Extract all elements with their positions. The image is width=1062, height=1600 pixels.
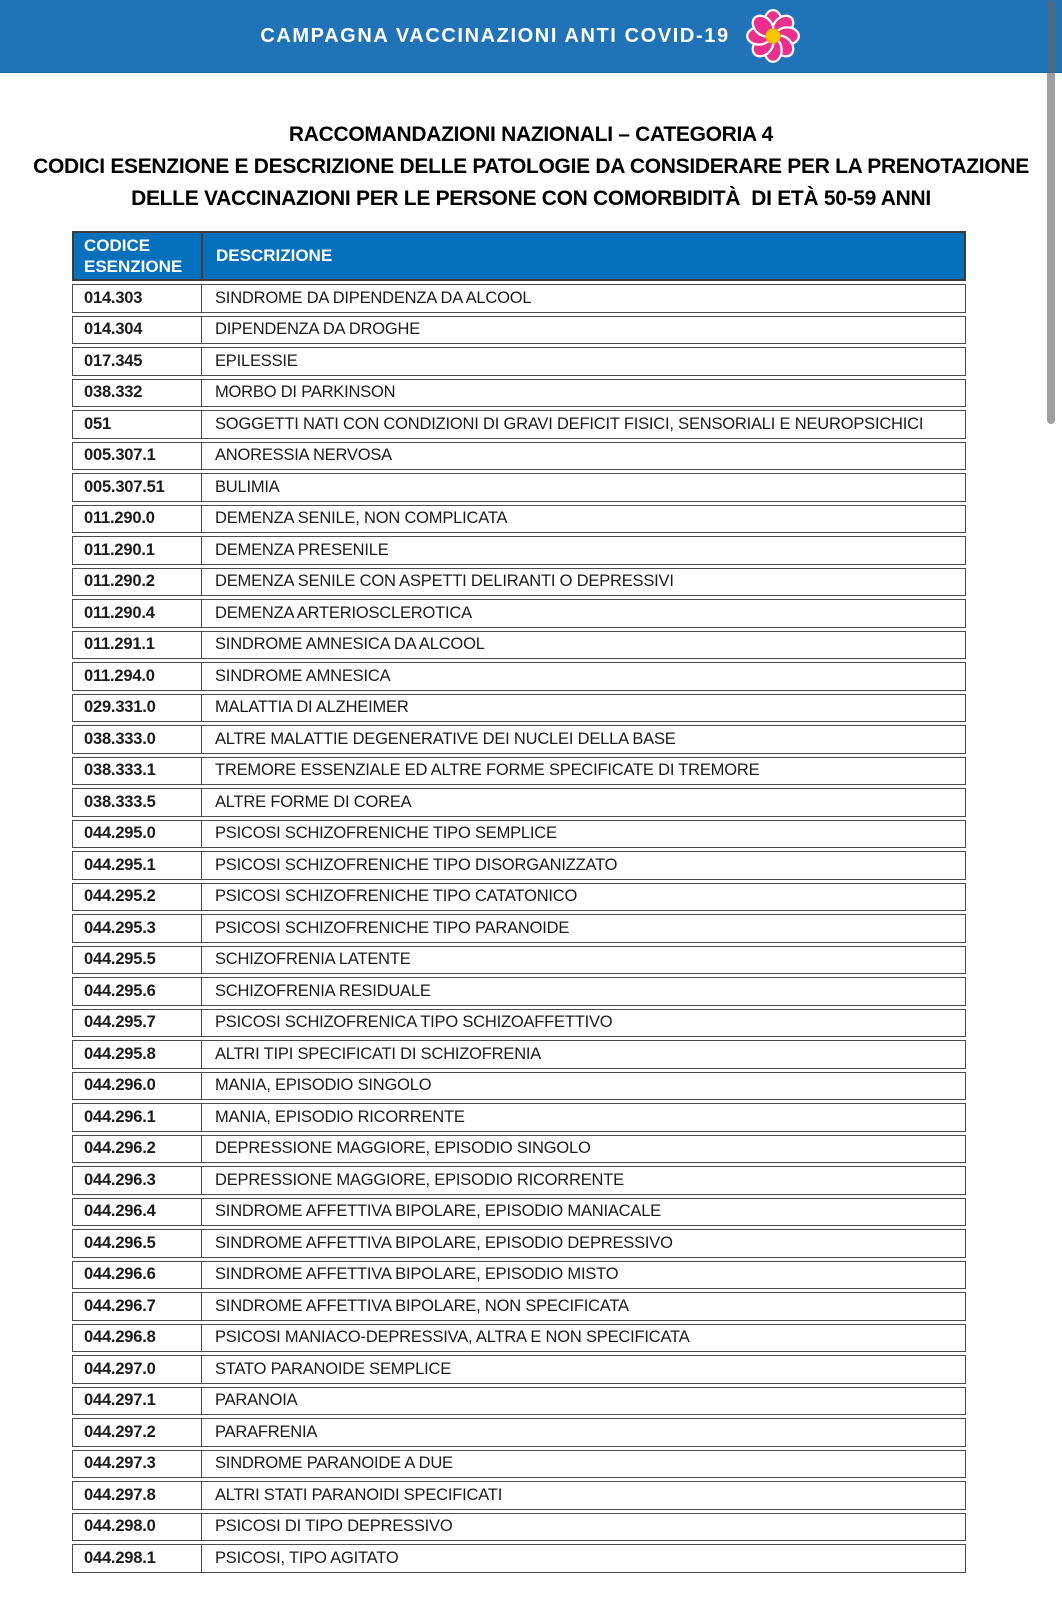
table-row: [72, 757, 966, 786]
description-cell: ALTRE FORME DI COREA: [215, 792, 412, 811]
table-row: [72, 473, 966, 502]
table-row: [72, 1450, 966, 1479]
description-cell: DEMENZA SENILE, NON COMPLICATA: [215, 509, 508, 528]
table-row: [72, 1261, 966, 1290]
table-row: [72, 410, 966, 439]
exemption-code-cell: 038.332: [73, 380, 202, 407]
description-cell: DEPRESSIONE MAGGIORE, EPISODIO SINGOLO: [215, 1139, 591, 1158]
description-cell: PSICOSI DI TIPO DEPRESSIVO: [215, 1517, 453, 1536]
table-row: [72, 599, 966, 628]
description-cell: SINDROME AFFETTIVA BIPOLARE, NON SPECIFICATA: [215, 1296, 629, 1315]
exemption-code-cell: 044.296.2: [73, 1136, 202, 1163]
title-line-1: RACCOMANDAZIONI NAZIONALI – CATEGORIA 4: [288, 123, 774, 146]
exemption-code-cell: 029.331.0: [73, 695, 202, 722]
exemption-code-cell: 044.295.5: [73, 947, 202, 974]
description-cell: ANORESSIA NERVOSA: [215, 446, 392, 465]
exemption-code-cell: 044.295.1: [73, 852, 202, 879]
exemption-code-cell: 011.290.1: [73, 537, 202, 564]
exemption-code-cell: 011.290.0: [73, 506, 202, 533]
table-row: [72, 316, 966, 345]
table-row: [72, 1513, 966, 1542]
description-cell: DEPRESSIONE MAGGIORE, EPISODIO RICORRENTE: [215, 1170, 624, 1189]
table-row: [72, 631, 966, 660]
title-line-2: CODICI ESENZIONE E DESCRIZIONE DELLE PATOLOGIE DA CONSIDERARE PER LA PRENOTAZIONE: [33, 155, 1029, 178]
description-cell: DEMENZA PRESENILE: [215, 540, 389, 559]
description-cell: MALATTIA DI ALZHEIMER: [215, 698, 409, 717]
exemption-code-cell: 014.304: [73, 317, 202, 344]
exemption-code-cell: 005.307.1: [73, 443, 202, 470]
description-cell: DIPENDENZA DA DROGHE: [215, 320, 421, 339]
campaign-title: CAMPAGNA VACCINAZIONI ANTI COVID-19: [260, 24, 730, 47]
description-cell: ALTRE MALATTIE DEGENERATIVE DEI NUCLEI DELLA BASE: [215, 729, 676, 748]
table-row: [72, 977, 966, 1006]
table-row: [72, 1324, 966, 1353]
exemption-code-cell: 044.295.3: [73, 915, 202, 942]
table-row: [72, 1387, 966, 1416]
description-cell: SINDROME AMNESICA: [215, 666, 391, 685]
table-row: [72, 347, 966, 376]
description-cell: PSICOSI MANIACO-DEPRESSIVA, ALTRA E NON SPECIFICATA: [215, 1328, 690, 1347]
table-row: [72, 568, 966, 597]
exemption-code-cell: 044.297.8: [73, 1482, 202, 1509]
table-row: [72, 1544, 966, 1573]
table-row: [72, 1229, 966, 1258]
exemption-code-cell: 038.333.5: [73, 789, 202, 816]
table-row: [72, 1166, 966, 1195]
exemption-code-cell: 044.296.0: [73, 1073, 202, 1100]
description-cell: PARANOIA: [215, 1391, 298, 1410]
table-header-row: [72, 231, 966, 281]
column-header-descrizione: DESCRIZIONE: [216, 246, 333, 265]
exemption-code-cell: 044.298.0: [73, 1514, 202, 1541]
table-row: [72, 1481, 966, 1510]
description-cell: SINDROME AMNESICA DA ALCOOL: [215, 635, 485, 654]
exemption-code-cell: 044.295.7: [73, 1010, 202, 1037]
description-cell: SINDROME AFFETTIVA BIPOLARE, EPISODIO MANIACALE: [215, 1202, 661, 1221]
description-cell: SOGGETTI NATI CON CONDIZIONI DI GRAVI DEFICIT FISICI, SENSORIALI E NEUROPSICHICI: [215, 414, 924, 433]
description-cell: BULIMIA: [215, 477, 280, 496]
exemption-code-cell: 044.296.3: [73, 1167, 202, 1194]
description-cell: ALTRI TIPI SPECIFICATI DI SCHIZOFRENIA: [215, 1044, 542, 1063]
exemption-code-cell: 005.307.51: [73, 474, 202, 501]
description-cell: PSICOSI SCHIZOFRENICHE TIPO CATATONICO: [215, 887, 578, 906]
table-row: [72, 883, 966, 912]
exemption-code-cell: 011.291.1: [73, 632, 202, 659]
description-cell: SINDROME AFFETTIVA BIPOLARE, EPISODIO DEPRESSIVO: [215, 1233, 673, 1252]
table-row: [72, 725, 966, 754]
description-cell: SINDROME AFFETTIVA BIPOLARE, EPISODIO MISTO: [215, 1265, 619, 1284]
exemption-code-cell: 044.297.1: [73, 1388, 202, 1415]
table-row: [72, 1103, 966, 1132]
table-row: [72, 946, 966, 975]
exemption-code-cell: 011.290.2: [73, 569, 202, 596]
description-cell: SCHIZOFRENIA LATENTE: [215, 950, 411, 969]
exemption-code-cell: 044.296.5: [73, 1230, 202, 1257]
table-row: [72, 820, 966, 849]
exemption-code-cell: 044.297.0: [73, 1356, 202, 1383]
table-row: [72, 1198, 966, 1227]
table-row: [72, 662, 966, 691]
table-row: [72, 1292, 966, 1321]
description-cell: PSICOSI SCHIZOFRENICA TIPO SCHIZOAFFETTIVO: [215, 1013, 613, 1032]
exemption-code-cell: 044.296.4: [73, 1199, 202, 1226]
exemption-code-cell: 044.297.3: [73, 1451, 202, 1478]
scrollbar-thumb[interactable]: [1047, 0, 1055, 424]
table-row: [72, 694, 966, 723]
primrose-flower-icon: [744, 7, 802, 65]
description-cell: SCHIZOFRENIA RESIDUALE: [215, 981, 431, 1000]
table-row: [72, 788, 966, 817]
description-cell: DEMENZA ARTERIOSCLEROTICA: [215, 603, 472, 622]
description-cell: PARAFRENIA: [215, 1422, 318, 1441]
title-line-3: DELLE VACCINAZIONI PER LE PERSONE CON COMORBIDITÀ DI ETÀ 50-59 ANNI: [131, 187, 931, 210]
description-cell: PSICOSI, TIPO AGITATO: [215, 1548, 399, 1567]
exemption-code-cell: 011.294.0: [73, 663, 202, 690]
exemption-code-cell: 044.295.8: [73, 1041, 202, 1068]
description-cell: MORBO DI PARKINSON: [215, 383, 396, 402]
description-cell: MANIA, EPISODIO RICORRENTE: [215, 1107, 465, 1126]
table-row: [72, 1072, 966, 1101]
table-row: [72, 1355, 966, 1384]
exemption-code-cell: 038.333.1: [73, 758, 202, 785]
description-cell: PSICOSI SCHIZOFRENICHE TIPO SEMPLICE: [215, 824, 557, 843]
description-cell: EPILESSIE: [215, 351, 298, 370]
description-cell: SINDROME DA DIPENDENZA DA ALCOOL: [215, 288, 532, 307]
table-row: [72, 284, 966, 313]
table-row: [72, 442, 966, 471]
exemption-code-cell: 044.295.0: [73, 821, 202, 848]
table-body: [72, 284, 966, 1573]
table-row: [72, 1418, 966, 1447]
exemption-code-cell: 044.296.7: [73, 1293, 202, 1320]
description-cell: MANIA, EPISODIO SINGOLO: [215, 1076, 432, 1095]
exemption-code-cell: 044.295.6: [73, 978, 202, 1005]
description-cell: DEMENZA SENILE CON ASPETTI DELIRANTI O DEPRESSIVI: [215, 572, 674, 591]
flower-center: [765, 29, 780, 44]
exemption-code-cell: 014.303: [73, 285, 202, 312]
table-row: [72, 379, 966, 408]
exemption-table: [72, 231, 966, 1573]
exemption-code-cell: 044.296.8: [73, 1325, 202, 1352]
exemption-code-cell: 044.296.6: [73, 1262, 202, 1289]
description-cell: STATO PARANOIDE SEMPLICE: [215, 1359, 452, 1378]
exemption-code-cell: 051: [73, 411, 202, 438]
campaign-header-bar: [0, 0, 1062, 73]
exemption-code-cell: 038.333.0: [73, 726, 202, 753]
table-row: [72, 1009, 966, 1038]
exemption-code-cell: 017.345: [73, 348, 202, 375]
table-row: [72, 1135, 966, 1164]
table-row: [72, 1040, 966, 1069]
description-cell: PSICOSI SCHIZOFRENICHE TIPO DISORGANIZZATO: [215, 855, 618, 874]
exemption-code-cell: 044.295.2: [73, 884, 202, 911]
table-row: [72, 914, 966, 943]
description-cell: SINDROME PARANOIDE A DUE: [215, 1454, 453, 1473]
description-cell: PSICOSI SCHIZOFRENICHE TIPO PARANOIDE: [215, 918, 570, 937]
page-title-block: [0, 119, 1062, 215]
table-row: [72, 536, 966, 565]
table-row: [72, 851, 966, 880]
exemption-code-cell: 044.297.2: [73, 1419, 202, 1446]
exemption-code-cell: 011.290.4: [73, 600, 202, 627]
exemption-code-cell: 044.296.1: [73, 1104, 202, 1131]
description-cell: TREMORE ESSENZIALE ED ALTRE FORME SPECIFICATE DI TREMORE: [215, 761, 760, 780]
description-cell: ALTRI STATI PARANOIDI SPECIFICATI: [215, 1485, 503, 1504]
exemption-code-cell: 044.298.1: [73, 1545, 202, 1572]
table-row: [72, 505, 966, 534]
column-header-codice-esenzione: CODICE ESENZIONE: [74, 233, 203, 279]
